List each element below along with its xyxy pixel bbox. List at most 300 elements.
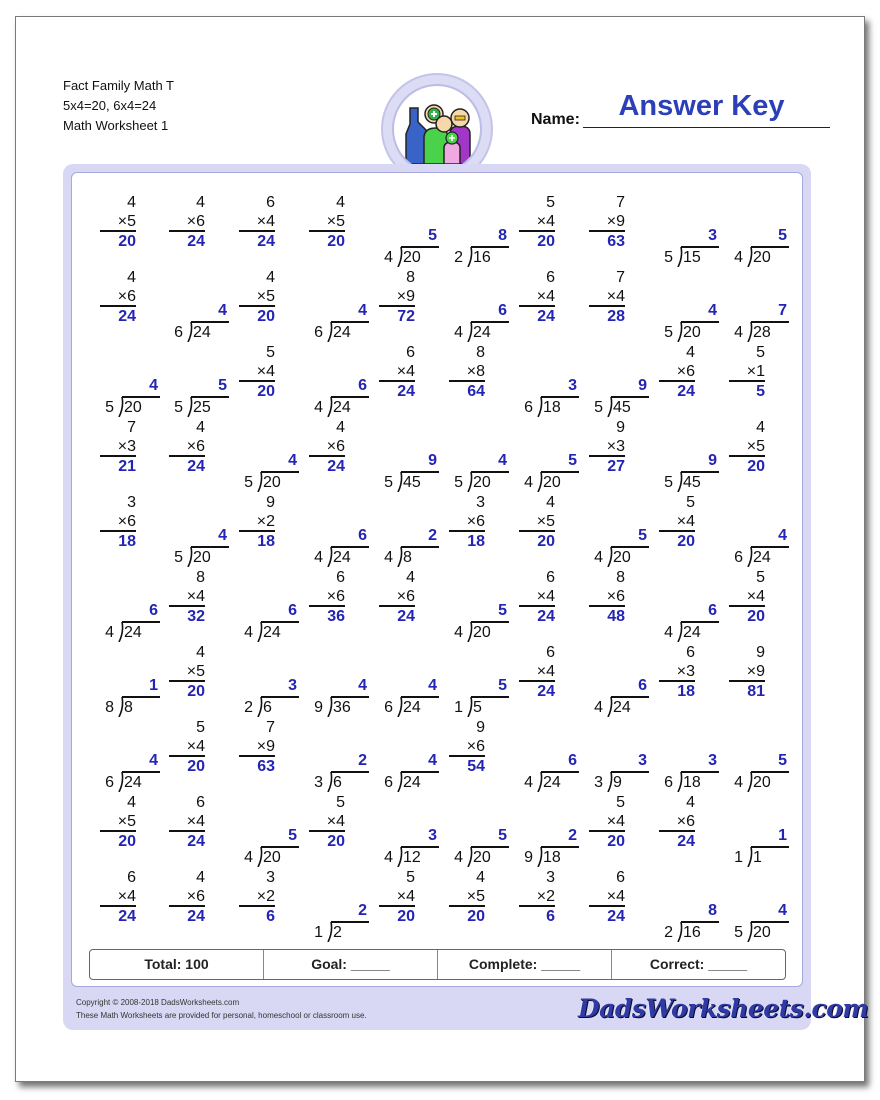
multiplication-problem [519,868,579,938]
dividend: 20 [753,774,771,791]
multiplicand: 5 [546,194,555,211]
multiplier: ×4 [169,812,205,832]
worksheet-number: Math Worksheet 1 [63,118,169,133]
division-problem [169,493,229,566]
multiplication-problem [169,418,229,488]
divisor: 2 [244,699,253,716]
product-answer: 18 [118,533,136,550]
dividend: 24 [333,549,351,566]
name-line [583,127,830,128]
product-answer: 32 [187,608,205,625]
product-answer: 81 [747,683,765,700]
multiplicand: 8 [196,569,205,586]
divisor: 3 [594,774,603,791]
multiplication-problem [519,493,579,563]
dividend: 24 [403,774,421,791]
multiplier: ×5 [239,287,275,307]
product-answer: 21 [118,458,136,475]
multiplicand: 6 [546,569,555,586]
multiplier: ×4 [519,587,555,607]
divisor: 5 [244,474,253,491]
multiplier: ×6 [379,587,415,607]
dividend: 28 [753,324,771,341]
division-problem [169,343,229,416]
multiplier: ×6 [449,737,485,757]
quotient-answer: 5 [778,752,787,769]
divisor: 6 [174,324,183,341]
multiplicand: 7 [616,194,625,211]
multiplicand: 4 [476,869,485,886]
dividend: 36 [333,699,351,716]
product-answer: 5 [756,383,765,400]
divisor: 4 [734,774,743,791]
quotient-answer: 4 [778,902,787,919]
divisor: 1 [314,924,323,941]
multiplication-problem [100,193,160,263]
product-answer: 54 [467,758,485,775]
multiplier: ×9 [729,662,765,682]
multiplicand: 5 [686,494,695,511]
multiplier: ×5 [729,437,765,457]
multiplication-problem [169,643,229,713]
divisor: 6 [664,774,673,791]
product-answer: 20 [677,533,695,550]
multiplication-problem [589,418,649,488]
multiplication-problem [379,568,439,638]
product-answer: 20 [187,758,205,775]
dividend: 24 [753,549,771,566]
multiplier: ×6 [169,887,205,907]
dividend: 24 [543,774,561,791]
divisor: 4 [384,849,393,866]
division-problem [239,418,299,491]
multiplication-problem [519,193,579,263]
multiplicand: 6 [686,644,695,661]
multiplication-problem [659,793,719,863]
division-problem [239,568,299,641]
multiplicand: 7 [616,269,625,286]
multiplication-problem [169,868,229,938]
multiplier: ×1 [729,362,765,382]
dividend: 16 [683,924,701,941]
division-problem [379,718,439,791]
quotient-answer: 4 [498,452,507,469]
multiplication-problem [309,568,369,638]
division-problem [729,868,789,941]
quotient-answer: 4 [778,527,787,544]
dividend: 20 [124,399,142,416]
multiplier: ×8 [449,362,485,382]
quotient-answer: 4 [149,752,158,769]
product-answer: 20 [467,908,485,925]
multiplier: ×6 [100,512,136,532]
multiplier: ×3 [100,437,136,457]
division-problem [519,418,579,491]
multiplicand: 9 [476,719,485,736]
quotient-answer: 3 [288,677,297,694]
multiplicand: 4 [196,194,205,211]
dividend: 18 [543,399,561,416]
quotient-answer: 5 [778,227,787,244]
dividend: 20 [473,474,491,491]
division-problem [100,343,160,416]
quotient-answer: 4 [358,677,367,694]
multiplication-problem [169,568,229,638]
product-answer: 63 [607,233,625,250]
dividend: 24 [263,624,281,641]
multiplicand: 4 [127,794,136,811]
divisor: 6 [734,549,743,566]
dividend: 18 [543,849,561,866]
division-problem [449,643,509,716]
quotient-answer: 2 [358,902,367,919]
quotient-answer: 3 [428,827,437,844]
division-problem [659,193,719,266]
product-answer: 24 [187,458,205,475]
multiplicand: 6 [406,344,415,361]
multiplier: ×5 [169,662,205,682]
product-answer: 20 [397,908,415,925]
dividend: 45 [613,399,631,416]
multiplication-problem [519,643,579,713]
division-problem [449,793,509,866]
total-cell: Total: 100 [90,950,264,979]
multiplier: ×2 [239,512,275,532]
division-problem [309,868,369,941]
dividend: 20 [613,549,631,566]
multiplier: ×6 [309,437,345,457]
multiplication-problem [309,193,369,263]
product-answer: 24 [187,833,205,850]
dividend: 20 [683,324,701,341]
product-answer: 20 [327,233,345,250]
product-answer: 24 [187,233,205,250]
multiplier: ×9 [239,737,275,757]
product-answer: 20 [607,833,625,850]
divisor: 3 [314,774,323,791]
division-problem [379,793,439,866]
multiplicand: 4 [756,419,765,436]
multiplication-problem [729,343,789,413]
dividend: 24 [193,324,211,341]
product-answer: 24 [397,383,415,400]
multiplier: ×2 [239,887,275,907]
division-problem [100,568,160,641]
multiplier: ×4 [659,512,695,532]
multiplicand: 3 [127,494,136,511]
multiplicand: 3 [476,494,485,511]
division-problem [589,643,649,716]
multiplier: ×4 [100,887,136,907]
multiplicand: 5 [266,344,275,361]
division-problem [729,493,789,566]
divisor: 5 [174,399,183,416]
product-answer: 20 [747,608,765,625]
product-answer: 24 [537,683,555,700]
divisor: 4 [454,324,463,341]
multiplier: ×6 [659,812,695,832]
dividend: 9 [613,774,622,791]
division-problem [379,418,439,491]
dividend: 18 [683,774,701,791]
dividend: 20 [263,474,281,491]
divisor: 4 [314,399,323,416]
product-answer: 63 [257,758,275,775]
divisor: 5 [664,474,673,491]
dividend: 45 [403,474,421,491]
quotient-answer: 4 [428,752,437,769]
multiplicand: 9 [266,494,275,511]
product-answer: 18 [257,533,275,550]
divisor: 5 [594,399,603,416]
worksheet-title: Fact Family Math T [63,78,175,93]
multiplication-problem [100,868,160,938]
multiplication-problem [589,268,649,338]
multiplicand: 8 [406,269,415,286]
dividend: 20 [473,849,491,866]
divisor: 4 [734,249,743,266]
dividend: 20 [193,549,211,566]
quotient-answer: 5 [638,527,647,544]
division-problem [309,718,369,791]
division-problem [449,193,509,266]
quotient-answer: 4 [358,302,367,319]
divisor: 4 [594,549,603,566]
divisor: 4 [244,849,253,866]
multiplication-problem [449,868,509,938]
multiplier: ×4 [239,362,275,382]
product-answer: 64 [467,383,485,400]
multiplicand: 4 [406,569,415,586]
multiplier: ×4 [589,287,625,307]
division-problem [169,268,229,341]
dividend: 20 [543,474,561,491]
product-answer: 20 [118,233,136,250]
division-problem [449,568,509,641]
multiplier: ×5 [100,212,136,232]
divisor: 4 [524,474,533,491]
multiplicand: 3 [546,869,555,886]
dividend: 2 [333,924,342,941]
multiplier: ×5 [449,887,485,907]
multiplication-problem [239,493,299,563]
quotient-answer: 6 [149,602,158,619]
divisor: 4 [105,624,114,641]
divisor: 4 [664,624,673,641]
quotient-answer: 3 [638,752,647,769]
product-answer: 24 [677,383,695,400]
dividend: 12 [403,849,421,866]
divisor: 1 [454,699,463,716]
goal-cell: Goal: _____ [264,950,438,979]
multiplier: ×4 [519,662,555,682]
division-problem [309,343,369,416]
multiplicand: 6 [616,869,625,886]
dividend: 24 [124,624,142,641]
multiplication-problem [519,268,579,338]
multiplication-problem [449,493,509,563]
product-answer: 48 [607,608,625,625]
multiplier: ×6 [100,287,136,307]
quotient-answer: 4 [149,377,158,394]
division-problem [519,793,579,866]
multiplication-problem [589,193,649,263]
multiplicand: 4 [196,644,205,661]
division-problem [449,418,509,491]
quotient-answer: 5 [498,677,507,694]
division-problem [589,718,649,791]
division-problem [449,268,509,341]
product-answer: 24 [257,233,275,250]
product-answer: 24 [607,908,625,925]
product-answer: 20 [187,683,205,700]
multiplier: ×4 [169,737,205,757]
product-answer: 24 [187,908,205,925]
product-answer: 24 [118,308,136,325]
multiplication-problem [239,193,299,263]
dividend: 24 [473,324,491,341]
multiplication-problem [659,643,719,713]
divisor: 4 [314,549,323,566]
answer-key-title: Answer Key [618,90,785,122]
divisor: 1 [734,849,743,866]
multiplier: ×4 [729,587,765,607]
divisor: 9 [524,849,533,866]
product-answer: 28 [607,308,625,325]
quotient-answer: 4 [708,302,717,319]
division-problem [729,718,789,791]
multiplier: ×2 [519,887,555,907]
quotient-answer: 4 [288,452,297,469]
divisor: 4 [454,849,463,866]
score-tally [89,949,786,980]
multiplier: ×4 [309,812,345,832]
dividend: 6 [333,774,342,791]
multiplicand: 8 [616,569,625,586]
dividend: 16 [473,249,491,266]
product-answer: 20 [327,833,345,850]
divisor: 2 [664,924,673,941]
multiplier: ×6 [309,587,345,607]
product-answer: 27 [607,458,625,475]
dividend: 20 [753,249,771,266]
multiplicand: 4 [196,869,205,886]
multiplication-problem [169,193,229,263]
problem-grid [71,172,803,987]
multiplicand: 4 [196,419,205,436]
multiplication-problem [239,343,299,413]
complete-cell: Complete: _____ [438,950,612,979]
worksheet-info [63,76,174,136]
multiplication-problem [239,268,299,338]
multiplicand: 7 [127,419,136,436]
divisor: 4 [384,549,393,566]
multiplier: ×6 [589,587,625,607]
multiplicand: 7 [266,719,275,736]
division-problem [659,418,719,491]
multiplication-problem [729,568,789,638]
name-label: Name: [531,111,580,128]
division-problem [519,718,579,791]
division-problem [659,868,719,941]
product-answer: 24 [537,308,555,325]
product-answer: 20 [537,233,555,250]
quotient-answer: 5 [218,377,227,394]
divisor: 6 [524,399,533,416]
multiplier: ×9 [379,287,415,307]
multiplier: ×4 [519,287,555,307]
quotient-answer: 3 [568,377,577,394]
multiplier: ×6 [659,362,695,382]
dividend: 8 [124,699,133,716]
multiplier: ×4 [519,212,555,232]
multiplicand: 3 [266,869,275,886]
divisor: 4 [594,699,603,716]
dividend: 5 [473,699,482,716]
multiplication-problem [729,418,789,488]
multiplicand: 4 [686,794,695,811]
multiplicand: 5 [196,719,205,736]
quotient-answer: 3 [708,227,717,244]
division-problem [309,643,369,716]
multiplicand: 6 [546,269,555,286]
dividend: 24 [613,699,631,716]
quotient-answer: 5 [498,602,507,619]
quotient-answer: 2 [428,527,437,544]
multiplier: ×6 [449,512,485,532]
multiplicand: 4 [686,344,695,361]
quotient-answer: 4 [218,527,227,544]
divisor: 6 [105,774,114,791]
division-problem [589,493,649,566]
product-answer: 18 [677,683,695,700]
quotient-answer: 2 [358,752,367,769]
correct-cell: Correct: _____ [649,956,748,972]
quotient-answer: 1 [149,677,158,694]
division-problem [309,268,369,341]
divisor: 4 [524,774,533,791]
multiplication-problem [659,343,719,413]
quotient-answer: 5 [498,827,507,844]
quotient-answer: 5 [428,227,437,244]
multiplicand: 8 [476,344,485,361]
multiplication-problem [100,793,160,863]
divisor: 5 [664,249,673,266]
divisor: 5 [664,324,673,341]
multiplier: ×4 [239,212,275,232]
multiplier: ×3 [659,662,695,682]
multiplication-problem [379,868,439,938]
division-problem [379,193,439,266]
dividend: 20 [263,849,281,866]
multiplicand: 4 [127,269,136,286]
usage-notice: These Math Worksheets are provided for personal, homeschool or classroom use. [76,1011,367,1020]
worksheet-facts: 5x4=20, 6x4=24 [63,98,157,113]
multiplication-problem [309,793,369,863]
dividend: 24 [403,699,421,716]
division-problem [659,268,719,341]
dividend: 25 [193,399,211,416]
quotient-answer: 8 [708,902,717,919]
product-answer: 24 [397,608,415,625]
product-answer: 36 [327,608,345,625]
product-answer: 20 [257,383,275,400]
division-problem [519,343,579,416]
dividend: 24 [124,774,142,791]
dividend: 24 [683,624,701,641]
multiplication-problem [309,418,369,488]
division-problem [100,718,160,791]
